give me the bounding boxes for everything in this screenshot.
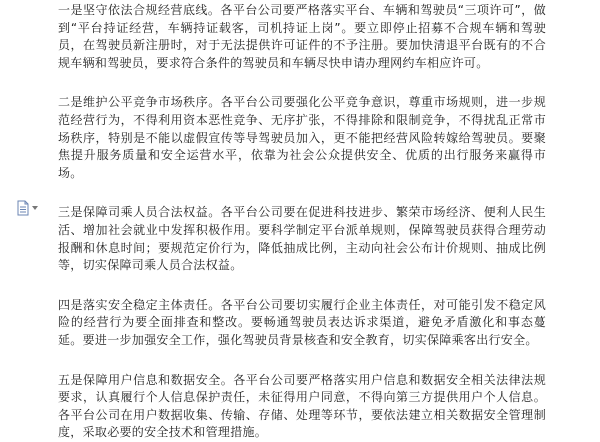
- paragraph-5: 五是保障用户信息和数据安全。各平台公司要严格落实用户信息和数据安全相关法律法规要求，认真履行个人信息保护责任，未征得用户同意，不得向第三方提供用户个人信息。各平台公司在用户数据收集、传输、存储、处理等环节，要依法建立相关数据安全管理制度，采取必要的安全技术和管理措施。: [58, 372, 546, 440]
- paragraph-options[interactable]: [16, 200, 38, 216]
- caret-down-icon[interactable]: [32, 206, 38, 210]
- paragraph-4: 四是落实安全稳定主体责任。各平台公司要切实履行企业主体责任，对可能引发不稳定风险的经营行为要全面排查和整改。要畅通驾驶员表达诉求渠道，避免矛盾激化和事态蔓延。要进一步加强安全工作，强化驾驶员背景核查和安全教育，切实保障乘客出行安全。: [58, 297, 546, 347]
- paragraph-3: 三是保障司乘人员合法权益。各平台公司要在促进科技进步、繁荣市场经济、便利人民生活、增加社会就业中发挥积极作用。要科学制定平台派单规则，保障驾驶员获得合理劳动报酬和休息时间；要规范定价行为，降低抽成比例，主动向社会公布计价规则、抽成比例等，切实保障司乘人员合法权益。: [58, 205, 546, 273]
- document-body: [58, 2, 546, 442]
- document-icon[interactable]: [16, 200, 30, 216]
- paragraph-2: 二是维护公平竞争市场秩序。各平台公司要强化公平竞争意识，尊重市场规则，进一步规范经营行为，不得利用资本恶性竞争、无序扩张，不得排除和限制竞争，不得扰乱正常市场秩序，特别是不能以虚假宣传等导驾驶员加入，更不能把经营风险转嫁给驾驶员。要聚焦提升服务质量和安全运营水平，依靠为社会公众提供安全、优质的出行服务来赢得市场。: [58, 95, 546, 180]
- paragraph-1: 一是坚守依法合规经营底线。各平台公司要严格落实平台、车辆和驾驶员“三项许可”，做到“平台持证经营，车辆持证载客，司机持证上岗”。要立即停止招募不合规车辆和驾驶员，在驾驶员新注册时，对于无法提供许可证件的不予注册。要加快清退平台既有的不合规车辆和驾驶员，要求符合条件的驾驶员和车辆尽快申请办理网约车相应许可。: [58, 3, 546, 70]
